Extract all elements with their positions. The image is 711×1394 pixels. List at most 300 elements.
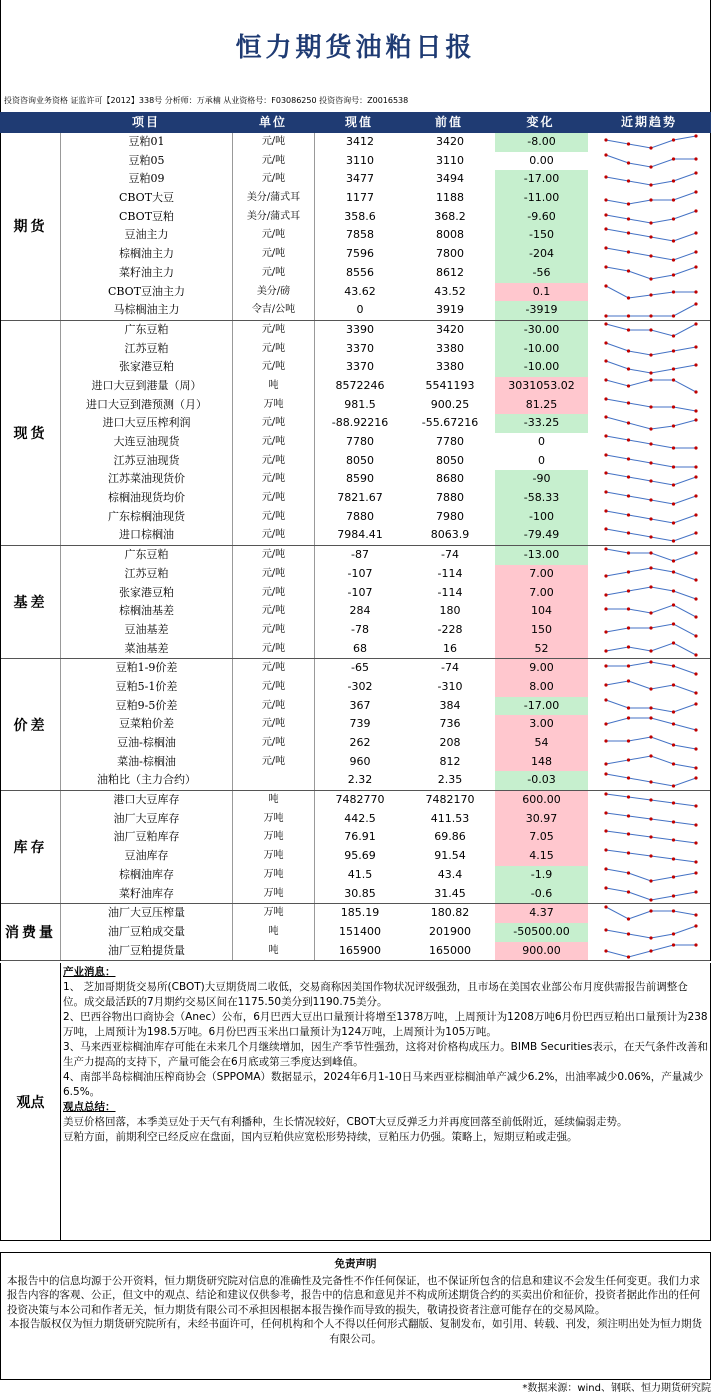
trend-point [694,634,697,637]
trend-point [627,349,630,352]
row-unit: 元/吨 [233,508,315,527]
disclaimer [0,1252,711,1380]
trend-point [627,932,630,935]
row-unit: 元/吨 [233,226,315,245]
trend-sparkline [601,791,701,809]
trend-point [672,932,675,935]
row-unit: 元/吨 [233,602,315,621]
trend-point [672,570,675,573]
row-item: 进口大豆到港量（周） [61,377,233,396]
trend-line [606,304,696,316]
row-current: 165900 [339,943,381,957]
trend-point [694,345,697,348]
data-table [0,133,711,961]
trend-point [604,213,607,216]
trend-point [649,461,652,464]
row-unit: 美分/蒲式耳 [233,189,315,208]
row-previous: 208 [439,736,461,749]
row-current: 8556 [346,265,374,279]
row-current: 76.91 [344,830,376,844]
row-current: 3390 [346,322,374,336]
trend-sparkline [601,170,701,188]
row-previous: 3110 [436,153,464,167]
trend-point [672,858,675,861]
trend-point [672,723,675,726]
row-previous: 3380 [436,341,464,355]
trend-line [606,549,696,561]
trend-line [606,926,696,938]
row-change: -17.00 [495,697,588,716]
trend-point [672,217,675,220]
trend-point [604,811,607,814]
table-row [1,170,710,189]
row-unit: 万吨 [233,885,315,904]
views-label: 观点 [1,963,61,1240]
row-unit: 美分/蒲式耳 [233,208,315,227]
row-item: 广东豆粕 [61,546,233,565]
trend-point [694,747,697,750]
trend-point [672,943,675,946]
row-previous: 180.82 [430,906,470,920]
trend-point [627,315,630,318]
disclaimer-title: 免责声明 [334,1258,377,1270]
table-row [1,621,710,640]
trend-point [604,198,607,201]
row-previous: 7780 [436,435,464,448]
table-row [1,226,710,245]
trend-point [604,886,607,889]
row-previous: 3494 [436,172,464,186]
trend-point [649,236,652,239]
row-unit: 元/吨 [233,489,315,508]
row-item: CBOT大豆 [61,189,233,208]
trend-sparkline [601,923,701,941]
trend-point [694,552,697,555]
table-row [1,452,710,471]
row-item: 张家港豆粕 [61,358,233,377]
trend-point [627,494,630,497]
industry-item: 2、巴西谷物出口商协会（Anec）公布，6月巴西大豆出口量预计将增至1378万吨，上周预计为1208万吨6月份巴西豆粕出口量预计为238万吨，上周预计为198.5万吨。6月份巴西玉米出口量预计为124万吨，上周预计为105万吨。 [63,1011,708,1038]
trend-line [606,605,696,617]
trend-sparkline [601,414,701,432]
trend-line [606,399,696,411]
row-change: 54 [495,734,588,753]
table-row [1,245,710,264]
row-item: 棕榈油现货均价 [61,489,233,508]
trend-point [604,138,607,141]
row-unit: 令吉/公吨 [233,301,315,320]
summary-title: 观点总结： [63,1101,116,1113]
trend-line [606,700,696,712]
row-unit: 元/吨 [233,565,315,584]
trend-point [694,924,697,927]
trend-point [604,315,607,318]
trend-point [604,630,607,633]
row-current: 2.32 [347,773,373,787]
row-previous: 2.35 [437,773,463,787]
trend-line [606,662,696,674]
trend-point [649,910,652,913]
row-previous: 3420 [436,322,464,336]
trend-point [694,653,697,656]
trend-point [604,528,607,531]
trend-sparkline [601,734,701,752]
section-block [1,133,710,321]
row-change: 4.15 [495,847,588,866]
row-unit: 吨 [233,942,315,961]
row-current: 8572246 [335,378,385,392]
row-unit: 万吨 [233,847,315,866]
row-current: 7858 [346,228,374,242]
trend-point [649,328,652,331]
row-current: 7482770 [335,793,385,807]
table-row [1,810,710,829]
row-change: -58.33 [495,489,588,508]
row-current: -87 [351,548,369,562]
trend-sparkline [601,433,701,451]
trend-line [606,473,696,485]
trend-line [606,455,696,467]
table-row [1,904,710,923]
row-item: 张家港豆粕 [61,584,233,603]
row-item: 江苏豆油现货 [61,452,233,471]
row-unit: 吨 [233,923,315,942]
trend-point [649,687,652,690]
row-current: -302 [347,679,373,693]
table-row [1,508,710,527]
table-row [1,565,710,584]
trend-point [672,604,675,607]
trend-point [604,739,607,742]
row-current: 8050 [346,453,374,467]
trend-sparkline [601,396,701,414]
trend-point [604,360,607,363]
trend-point [649,405,652,408]
row-current: 151400 [339,924,381,938]
row-previous: 7980 [436,509,464,523]
row-current: 3370 [346,341,374,355]
row-unit: 元/吨 [233,340,315,359]
row-change: -0.6 [495,885,588,904]
trend-point [649,706,652,709]
trend-point [604,176,607,179]
trend-point [604,608,607,611]
row-current: 7596 [346,247,374,261]
trend-point [627,833,630,836]
trend-point [627,269,630,272]
trend-point [672,820,675,823]
trend-point [694,842,697,845]
table-row [1,659,710,678]
trend-point [649,353,652,356]
trend-point [694,409,697,412]
section-label: 价差 [1,659,61,790]
trend-point [649,817,652,820]
trend-point [694,871,697,874]
trend-point [627,717,630,720]
industry-title: 产业消息： [63,966,116,978]
trend-point [604,322,607,325]
trend-point [604,574,607,577]
trend-point [672,273,675,276]
trend-point [649,293,652,296]
row-current: 185.19 [340,906,380,920]
table-row [1,678,710,697]
trend-point [627,180,630,183]
trend-point [604,247,607,250]
trend-point [694,673,697,676]
row-change: -150 [495,226,588,245]
row-current: 7821.67 [337,491,383,505]
trend-point [604,341,607,344]
trend-sparkline [601,715,701,733]
trend-sparkline [601,321,701,339]
row-item: 菜油基差 [61,640,233,659]
row-unit: 元/吨 [233,358,315,377]
trend-point [672,180,675,183]
trend-point [627,679,630,682]
trend-point [604,867,607,870]
row-item: 进口棕榈油 [61,526,233,545]
trend-point [649,661,652,664]
trend-line [606,907,696,919]
trend-point [627,645,630,648]
row-item: 油厂豆粕成交量 [61,923,233,942]
trend-point [672,405,675,408]
trend-point [649,781,652,784]
trend-point [627,608,630,611]
row-change: -1.9 [495,866,588,885]
trend-sparkline [601,678,701,696]
table-row [1,526,710,545]
trend-point [627,589,630,592]
trend-point [649,372,652,375]
table-row [1,546,710,565]
row-unit: 元/吨 [233,753,315,772]
table-row [1,715,710,734]
row-change: -204 [495,245,588,264]
trend-sparkline [601,189,701,207]
trend-sparkline [601,753,701,771]
row-current: 262 [349,736,371,749]
row-change: -10.00 [495,340,588,359]
table-row [1,340,710,359]
trend-point [672,484,675,487]
trend-line [606,681,696,693]
trend-point [649,255,652,258]
table-row [1,133,710,152]
trend-point [649,536,652,539]
trend-point [694,157,697,160]
row-previous: 8050 [436,453,464,467]
table-row [1,602,710,621]
trend-point [604,773,607,776]
trend-point [627,552,630,555]
table-row [1,470,710,489]
row-current: -88.92216 [331,416,389,430]
trend-line [606,774,696,786]
trend-point [604,849,607,852]
table-row [1,866,710,885]
trend-sparkline [601,489,701,507]
row-previous: 368.2 [434,209,466,223]
trend-point [627,368,630,371]
trend-sparkline [601,621,701,639]
trend-point [604,434,607,437]
trend-sparkline [601,508,701,526]
row-item: 棕榈油基差 [61,602,233,621]
row-item: 菜油-棕榈油 [61,753,233,772]
row-item: CBOT豆油主力 [61,283,233,302]
trend-point [649,717,652,720]
row-unit: 元/吨 [233,584,315,603]
row-previous: 3380 [436,360,464,374]
row-current: -78 [351,622,369,636]
table-row [1,321,710,340]
row-item: 油粕比（主力合约） [61,771,233,790]
trend-sparkline [601,377,701,395]
row-previous: 7800 [436,247,464,261]
row-previous: 900.25 [430,397,470,411]
row-unit: 美分/磅 [233,283,315,302]
table-row [1,885,710,904]
trend-sparkline [601,584,701,602]
row-unit: 元/吨 [233,245,315,264]
row-item: 江苏豆粕 [61,340,233,359]
trend-point [694,691,697,694]
row-change: 0.00 [529,153,554,167]
trend-line [606,267,696,279]
trend-line [606,417,696,429]
table-row [1,358,710,377]
row-current: 3370 [346,360,374,374]
row-change: 150 [495,621,588,640]
trend-point [627,217,630,220]
row-previous: 91.54 [434,849,466,863]
trend-point [649,836,652,839]
row-change: -33.25 [495,414,588,433]
header-current: 现值 [344,115,373,129]
license-line: 投资咨询业务资格 证监许可【2012】338号 分析师：万承楠 从业资格号：F03086250 投资咨询号：Z0016538 [0,90,711,112]
row-item: 菜籽油主力 [61,264,233,283]
row-item: 豆油-棕榈油 [61,734,233,753]
row-item: CBOT豆粕 [61,208,233,227]
trend-point [694,702,697,705]
table-row [1,377,710,396]
row-unit: 元/吨 [233,433,315,452]
row-current: 7880 [346,509,374,523]
row-current: 284 [349,604,371,618]
row-current: 95.69 [344,849,376,863]
trend-point [694,364,697,367]
trend-point [694,322,697,325]
row-unit: 万吨 [233,828,315,847]
row-change: 900.00 [495,942,588,961]
section-block [1,791,710,904]
trend-sparkline [601,659,701,677]
row-unit: 元/吨 [233,640,315,659]
row-unit: 元/吨 [233,470,315,489]
trend-sparkline [601,546,701,564]
row-item: 豆粕9-5价差 [61,697,233,716]
trend-point [627,739,630,742]
trend-point [694,729,697,732]
trend-point [604,830,607,833]
trend-point [649,898,652,901]
trend-point [694,465,697,468]
row-previous: 43.52 [434,284,466,298]
trend-point [672,157,675,160]
trend-point [649,428,652,431]
row-unit: 万吨 [233,810,315,829]
trend-point [649,184,652,187]
industry-item: 4、南部半岛棕榈油压榨商协会（SPPOMA）数据显示，2024年6月1-10日马来西亚棕榈油单产减少6.2%，出油率减少0.06%，产量减少6.5%。 [63,1071,704,1098]
trend-point [672,425,675,428]
trend-point [672,240,675,243]
row-unit: 元/吨 [233,621,315,640]
row-previous: 16 [443,641,457,655]
row-unit: 元/吨 [233,526,315,545]
trend-point [604,153,607,156]
trend-point [649,949,652,952]
trend-point [604,649,607,652]
table-row [1,847,710,866]
trend-point [672,290,675,293]
row-current: -107 [347,566,373,580]
table-row [1,923,710,942]
trend-point [672,540,675,543]
row-previous: -228 [437,622,463,636]
trend-point [627,758,630,761]
row-previous: 8008 [436,228,464,242]
trend-point [649,146,652,149]
trend-line [606,587,696,599]
table-row [1,697,710,716]
row-previous: 5541193 [425,378,475,392]
row-previous: 411.53 [430,811,470,825]
trend-point [672,502,675,505]
trend-line [606,436,696,448]
row-previous: -55.67216 [421,416,479,430]
trend-line [606,737,696,749]
row-change: 81.25 [495,396,588,415]
trend-line [606,888,696,900]
trend-sparkline [601,602,701,620]
trend-point [694,597,697,600]
trend-point [627,665,630,668]
trend-point [672,465,675,468]
trend-point [672,801,675,804]
table-row [1,584,710,603]
row-current: -65 [351,661,369,675]
trend-line [606,511,696,523]
trend-point [627,384,630,387]
row-change: 52 [495,640,588,659]
trend-point [604,928,607,931]
trend-point [649,879,652,882]
row-change: -0.03 [495,771,588,790]
row-previous: 8063.9 [430,528,470,542]
row-change: 7.05 [495,828,588,847]
row-item: 油厂大豆压榨量 [61,904,233,923]
row-change: 104 [495,602,588,621]
trend-point [649,480,652,483]
row-current: 367 [349,698,371,712]
trend-line [606,173,696,185]
row-unit: 元/吨 [233,715,315,734]
trend-point [627,795,630,798]
disclaimer-paragraph: 本报告中的信息均源于公开资料，恒力期货研究院对信息的准确性及完备性不作任何保证，也不保证所包含的信息和建议不会发生任何变更。我们力求报告内容的客观、公正，但文中的观点、结论和建议仅供参考，报告中的信息和意见并不构成所述期货合约的买卖出价和征价，投资者据此作出的任何投资决策与本公司和作者无关，恒力期货有限公司不承担因根据本报告操作而导致的损失，敬请投资者注意可能存在的交易风险。 [7,1274,700,1316]
